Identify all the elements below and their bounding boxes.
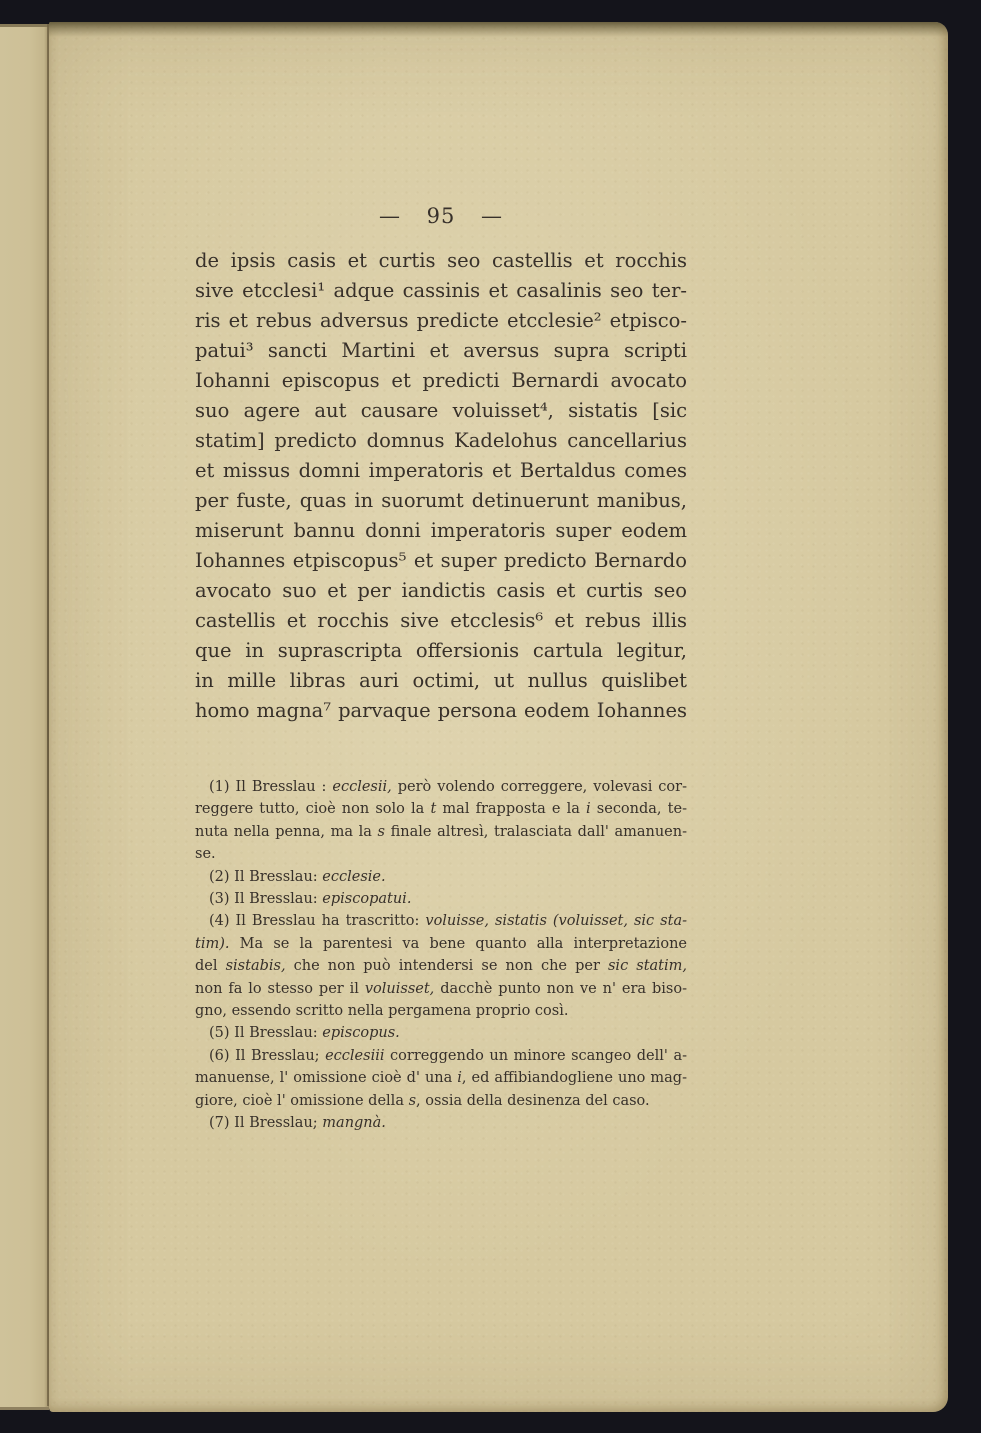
footnote-italic-term: s — [377, 823, 385, 840]
footnote-text: reggere tutto, cioè non solo la — [195, 801, 431, 818]
footnote-italic-term: sic statim, — [607, 958, 688, 975]
body-text-line: miserunt bannu donni imperatoris super eodem — [195, 519, 687, 542]
footnote-text: (1) Il Bresslau : — [209, 779, 333, 795]
body-text-line: que in suprascripta offersionis cartula legitur, — [195, 639, 687, 662]
footnote-text: (2) Il Bresslau: — [209, 868, 323, 885]
footnote-line — [195, 821, 687, 843]
footnote-line — [195, 910, 687, 932]
footnote-italic-term: episcopus. — [322, 1025, 400, 1042]
footnote-text: giore, cioè l' omissione della — [195, 1092, 409, 1109]
footnote-text: finale altresì, tralasciata dall' amanuen- — [385, 823, 687, 840]
footnote-text: se. — [195, 846, 216, 863]
body-text-line: de ipsis casis et curtis seo castellis et rocchis — [195, 249, 687, 272]
footnote-line — [195, 776, 687, 798]
footnote-text: (4) Il Bresslau ha trascritto: — [209, 913, 426, 930]
footnote-italic-term: episcopatui. — [322, 891, 412, 908]
footnote-text: (3) Il Bresslau: — [209, 891, 323, 908]
footnote-line — [195, 1045, 687, 1067]
page-header — [195, 204, 687, 233]
page-content — [195, 22, 687, 1135]
footnote-text: , ossia della desinenza del caso. — [416, 1092, 650, 1109]
footnote-italic-term: voluisset, — [364, 980, 435, 997]
book-page — [49, 22, 948, 1412]
body-text-line: suo agere aut causare voluisset⁴, sistatis [sic — [195, 399, 687, 422]
footnote-italic-term: sistabis, — [225, 958, 286, 975]
footnote-line — [195, 843, 687, 865]
body-text-line: avocato suo et per iandictis casis et curtis seo — [195, 579, 687, 602]
footnote-text: (7) Il Bresslau; — [209, 1115, 323, 1132]
previous-page-edge — [0, 24, 49, 1410]
footnote-line — [195, 933, 687, 955]
footnote-text: , ed affibiandogliene uno mag- — [461, 1070, 687, 1087]
footnote-line — [195, 1067, 687, 1089]
footnote-text: correggendo un minore scangeo dell' a- — [384, 1047, 687, 1064]
footnote-text: però volendo correggere, volevasi cor- — [391, 779, 687, 795]
footnote-text: del — [195, 958, 226, 975]
body-text — [195, 246, 687, 726]
body-text-line: sive etcclesi¹ adque cassinis et casalinis seo ter- — [195, 279, 687, 302]
footnote-italic-term: mangnà. — [322, 1115, 386, 1132]
footnote-text: gno, essendo scritto nella pergamena proprio così. — [195, 1003, 569, 1020]
body-text-line: et missus domni imperatoris et Bertaldus comes — [195, 459, 687, 482]
footnote-text: seconda, te- — [590, 801, 687, 818]
footnote-italic-term: s — [408, 1092, 417, 1109]
footnote-text: (5) Il Bresslau: — [209, 1025, 323, 1042]
body-text-line: patui³ sancti Martini et aversus supra scripti — [195, 339, 687, 362]
footnote-line — [195, 1022, 687, 1044]
footnote-italic-term: ecclesiii — [325, 1047, 385, 1064]
body-text-line: castellis et rocchis sive etcclesis⁶ et rebus illis — [195, 609, 687, 632]
footnote-italic-term: tim). — [195, 935, 230, 952]
footnote-text: mal frapposta e la — [436, 801, 587, 818]
footnote-line — [195, 955, 687, 977]
footnote-italic-term: voluisse, sistatis (voluisset, sic sta- — [425, 913, 687, 930]
body-text-line: per fuste, quas in suorumt detinuerunt manibus, — [195, 489, 687, 512]
body-text-line: in mille libras auri octimi, ut nullus quislibet — [195, 669, 687, 692]
body-text-line: Iohanni episcopus et predicti Bernardi avocato — [195, 369, 687, 392]
footnote-line — [195, 978, 687, 1000]
footnote-line — [195, 798, 687, 820]
body-text-line: ris et rebus adversus predicte etcclesie² etpisco- — [195, 309, 687, 332]
footnote-line — [195, 1112, 687, 1134]
footnote-line — [195, 888, 687, 910]
footnote-italic-term: i — [457, 1070, 462, 1087]
body-text-line: statim] predicto domnus Kadelohus cancellarius — [195, 429, 687, 452]
footnote-italic-term: t — [430, 801, 437, 818]
footnote-italic-term: ecclesie. — [322, 868, 386, 885]
footnote-text: manuense, l' omissione cioè d' una — [195, 1070, 458, 1087]
footnote-line — [195, 1000, 687, 1022]
footnote-text: che non può intendersi se non che per — [285, 958, 608, 975]
footnote-text: (6) Il Bresslau; — [209, 1047, 326, 1064]
footnote-italic-term: ecclesii, — [332, 779, 392, 795]
footnote-text: nuta nella penna, ma la — [195, 823, 378, 840]
page-number: — 95 — — [378, 204, 504, 228]
footnote-text: dacchè punto non ve n' era biso- — [434, 980, 687, 997]
footnote-italic-term: i — [586, 801, 591, 818]
body-text-line: homo magna⁷ parvaque persona eodem Iohannes — [195, 699, 687, 722]
footnote-line — [195, 866, 687, 888]
footnote-text: Ma se la parentesi va bene quanto alla interpretazione — [229, 935, 687, 952]
footnotes — [195, 776, 687, 1135]
footnote-line — [195, 1090, 687, 1112]
footnote-text: non fa lo stesso per il — [195, 980, 365, 997]
body-text-line: Iohannes etpiscopus⁵ et super predicto Bernardo — [195, 549, 687, 572]
